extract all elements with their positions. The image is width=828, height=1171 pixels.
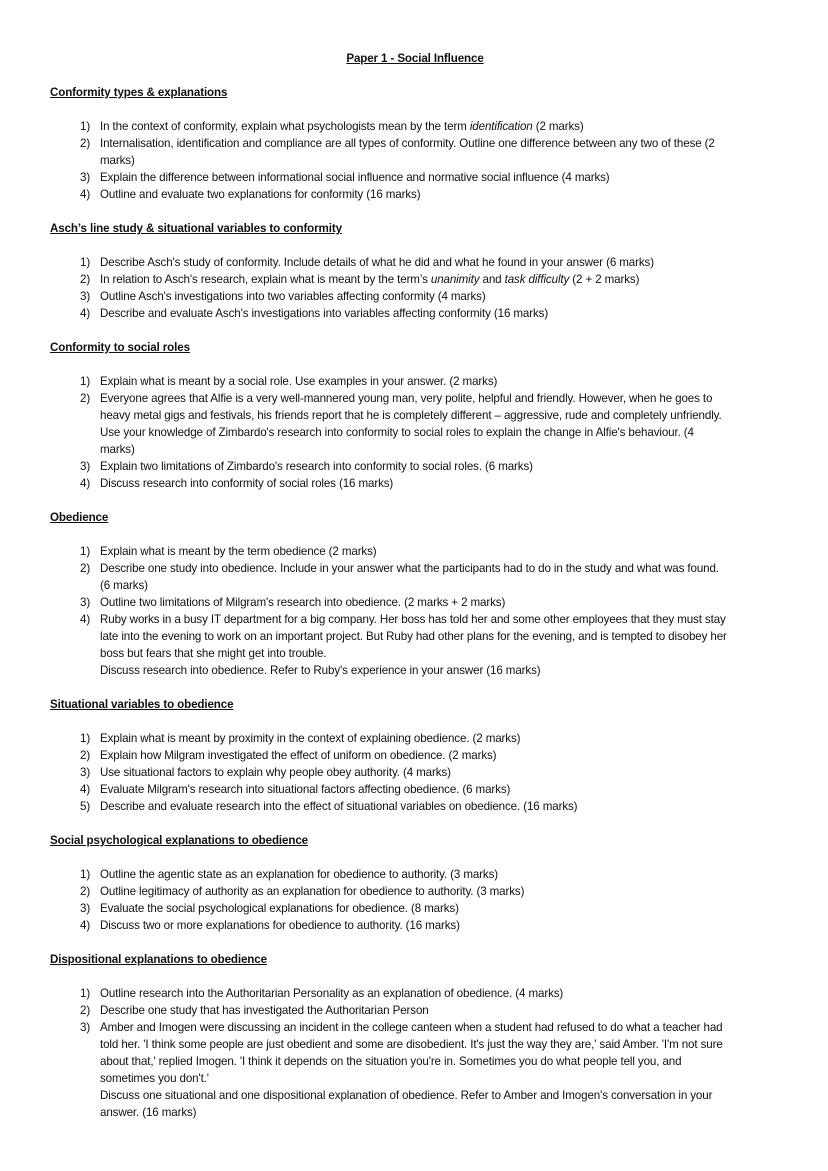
question-text — [100, 475, 730, 492]
question-text — [100, 883, 730, 900]
text-segment: Evaluate Milgram's research into situational factors affecting obedience. (6 marks) — [100, 783, 511, 796]
question-number: 3) — [80, 1021, 91, 1034]
italic-term: task difficulty — [504, 273, 570, 286]
text-segment: Amber and Imogen were discussing an incident in the college canteen when a student had refused to do what a teacher had told her. 'I think some people are just obedient and some are disobedient. It's just the way they are,' said Amber. 'I'm not sure about that,' replied Imogen. 'I think it depends on the situation you're in. Sometimes you do what people tell you, and sometimes you don't.' — [100, 1021, 723, 1085]
section-heading: Dispositional explanations to obedience — [50, 953, 267, 966]
question-text — [100, 917, 730, 934]
question-item — [50, 798, 730, 815]
question-number: 4) — [80, 919, 91, 932]
text-segment: In the context of conformity, explain what psychologists mean by the term — [100, 120, 470, 133]
question-text — [100, 373, 730, 390]
question-text — [100, 594, 730, 611]
question-number: 3) — [80, 460, 91, 473]
question-number: 5) — [80, 800, 91, 813]
text-segment: Outline and evaluate two explanations for conformity (16 marks) — [100, 188, 421, 201]
text-segment: Explain the difference between informational social influence and normative social influence (4 marks) — [100, 171, 610, 184]
question-item — [50, 169, 730, 186]
question-number: 3) — [80, 766, 91, 779]
text-segment: In relation to Asch's research, explain what is meant by the term’s — [100, 273, 431, 286]
question-item — [50, 747, 730, 764]
question-item — [50, 883, 730, 900]
question-number: 2) — [80, 137, 91, 150]
question-item — [50, 1002, 730, 1019]
section-heading: Conformity to social roles — [50, 341, 190, 354]
question-text — [100, 747, 730, 764]
question-text — [100, 900, 730, 917]
text-segment: Explain what is meant by the term obedience (2 marks) — [100, 545, 377, 558]
question-item — [50, 764, 730, 781]
question-text — [100, 662, 730, 679]
section-heading: Obedience — [50, 511, 109, 524]
question-number: 3) — [80, 290, 91, 303]
section-heading: Conformity types & explanations — [50, 86, 228, 99]
question-number: 4) — [80, 188, 91, 201]
italic-term: identification — [469, 120, 533, 133]
question-text — [100, 254, 730, 271]
section-heading: Asch’s line study & situational variables to conformity — [50, 222, 342, 235]
question-text — [100, 271, 730, 288]
sections-container — [50, 84, 780, 1121]
text-segment: Outline the agentic state as an explanation for obedience to authority. (3 marks) — [100, 868, 499, 881]
question-number: 1) — [80, 256, 91, 269]
question-text — [100, 866, 730, 883]
section-heading: Situational variables to obedience — [50, 698, 234, 711]
question-text — [100, 764, 730, 781]
question-number: 4) — [80, 613, 91, 626]
question-text — [100, 798, 730, 815]
text-segment: Explain how Milgram investigated the effect of uniform on obedience. (2 marks) — [100, 749, 497, 762]
question-item — [50, 135, 730, 169]
question-item — [50, 271, 730, 288]
question-text — [100, 135, 730, 169]
question-number: 1) — [80, 987, 91, 1000]
text-segment: Use situational factors to explain why people obey authority. (4 marks) — [100, 766, 451, 779]
question-item — [50, 594, 730, 611]
question-item — [50, 475, 730, 492]
question-text — [100, 169, 730, 186]
question-number: 4) — [80, 477, 91, 490]
question-list — [50, 543, 780, 679]
question-item — [50, 866, 730, 883]
question-number: 2) — [80, 885, 91, 898]
question-text — [100, 305, 730, 322]
question-item — [50, 373, 730, 390]
section-heading: Social psychological explanations to obedience — [50, 834, 308, 847]
question-item — [50, 917, 730, 934]
question-item — [50, 1019, 730, 1121]
text-segment: Describe one study into obedience. Include in your answer what the participants had to do in the study and what was found. (6 marks) — [100, 562, 719, 592]
document-page — [50, 50, 780, 1138]
text-segment: Discuss research into conformity of social roles (16 marks) — [100, 477, 394, 490]
question-item — [50, 305, 730, 322]
text-segment: Explain what is meant by a social role. Use examples in your answer. (2 marks) — [100, 375, 498, 388]
question-item — [50, 288, 730, 305]
question-number: 1) — [80, 375, 91, 388]
question-number: 2) — [80, 1004, 91, 1017]
text-segment: Evaluate the social psychological explanations for obedience. (8 marks) — [100, 902, 459, 915]
text-segment: (2 marks) — [532, 120, 584, 133]
text-segment: Describe Asch's study of conformity. Include details of what he did and what he found in your answer (6 marks) — [100, 256, 654, 269]
question-number: 2) — [80, 749, 91, 762]
question-number: 4) — [80, 307, 91, 320]
question-number: 1) — [80, 120, 91, 133]
question-list — [50, 985, 780, 1121]
text-segment: Ruby works in a busy IT department for a big company. Her boss has told her and some other employees that they must stay late into the evening to work on an important project. But Ruby had other plans for the evening, and is tempted to disobey her boss but fears that she might get into trouble. — [100, 613, 727, 660]
text-segment: Outline research into the Authoritarian Personality as an explanation of obedience. (4 marks) — [100, 987, 564, 1000]
question-item — [50, 186, 730, 203]
question-text — [100, 611, 730, 662]
text-segment: Discuss two or more explanations for obedience to authority. (16 marks) — [100, 919, 460, 932]
question-number: 1) — [80, 545, 91, 558]
question-list — [50, 118, 780, 203]
question-list — [50, 373, 780, 492]
question-item — [50, 560, 730, 594]
question-item — [50, 900, 730, 917]
question-text — [100, 390, 730, 458]
text-segment: Internalisation, identification and compliance are all types of conformity. Outline one difference between any two of these (2 marks) — [100, 137, 715, 167]
text-segment: Describe and evaluate research into the effect of situational variables on obedience. (16 marks) — [100, 800, 578, 813]
question-item — [50, 118, 730, 135]
question-text — [100, 543, 730, 560]
question-list — [50, 254, 780, 322]
question-list — [50, 730, 780, 815]
text-segment: Outline Asch's investigations into two variables affecting conformity (4 marks) — [100, 290, 486, 303]
question-number: 3) — [80, 596, 91, 609]
text-segment: Outline legitimacy of authority as an explanation for obedience to authority. (3 marks) — [100, 885, 525, 898]
question-text — [100, 458, 730, 475]
question-text — [100, 186, 730, 203]
question-item — [50, 611, 730, 679]
question-text — [100, 1002, 730, 1019]
question-item — [50, 254, 730, 271]
question-number: 3) — [80, 902, 91, 915]
question-number: 2) — [80, 392, 91, 405]
text-segment: and — [479, 273, 505, 286]
question-text — [100, 1087, 730, 1121]
text-segment: Explain what is meant by proximity in the context of explaining obedience. (2 marks) — [100, 732, 521, 745]
question-number: 1) — [80, 732, 91, 745]
question-text — [100, 985, 730, 1002]
question-item — [50, 730, 730, 747]
question-number: 4) — [80, 783, 91, 796]
question-list — [50, 866, 780, 934]
question-number: 2) — [80, 273, 91, 286]
question-text — [100, 781, 730, 798]
question-number: 3) — [80, 171, 91, 184]
text-segment: Describe and evaluate Asch's investigations into variables affecting conformity (16 marks) — [100, 307, 549, 320]
question-number: 1) — [80, 868, 91, 881]
text-segment: Outline two limitations of Milgram's research into obedience. (2 marks + 2 marks) — [100, 596, 506, 609]
text-segment: Explain two limitations of Zimbardo's research into conformity to social roles. (6 marks) — [100, 460, 533, 473]
question-item — [50, 390, 730, 458]
question-item — [50, 781, 730, 798]
question-text — [100, 560, 730, 594]
page-title: Paper 1 - Social Influence — [346, 52, 484, 65]
question-text — [100, 1019, 730, 1087]
question-item — [50, 458, 730, 475]
text-segment: Discuss one situational and one dispositional explanation of obedience. Refer to Amber and Imogen's conversation in your answer. (16 marks) — [100, 1089, 713, 1119]
text-segment: Discuss research into obedience. Refer to Ruby's experience in your answer (16 marks) — [100, 664, 541, 677]
question-number: 2) — [80, 562, 91, 575]
question-item — [50, 985, 730, 1002]
italic-term: unanimity — [430, 273, 480, 286]
question-item — [50, 543, 730, 560]
question-text — [100, 288, 730, 305]
question-text — [100, 730, 730, 747]
question-text — [100, 118, 730, 135]
text-segment: (2 + 2 marks) — [569, 273, 640, 286]
text-segment: Describe one study that has investigated the Authoritarian Person — [100, 1004, 429, 1017]
text-segment: Everyone agrees that Alfie is a very well-mannered young man, very polite, helpful and friendly. However, when he goes to heavy metal gigs and festivals, his friends report that he is completely different – aggressive, rude and completely unfriendly. Use your knowledge of Zimbardo's research into conformity to social roles to explain the change in Alfie's behaviour. (4 marks) — [100, 392, 722, 456]
